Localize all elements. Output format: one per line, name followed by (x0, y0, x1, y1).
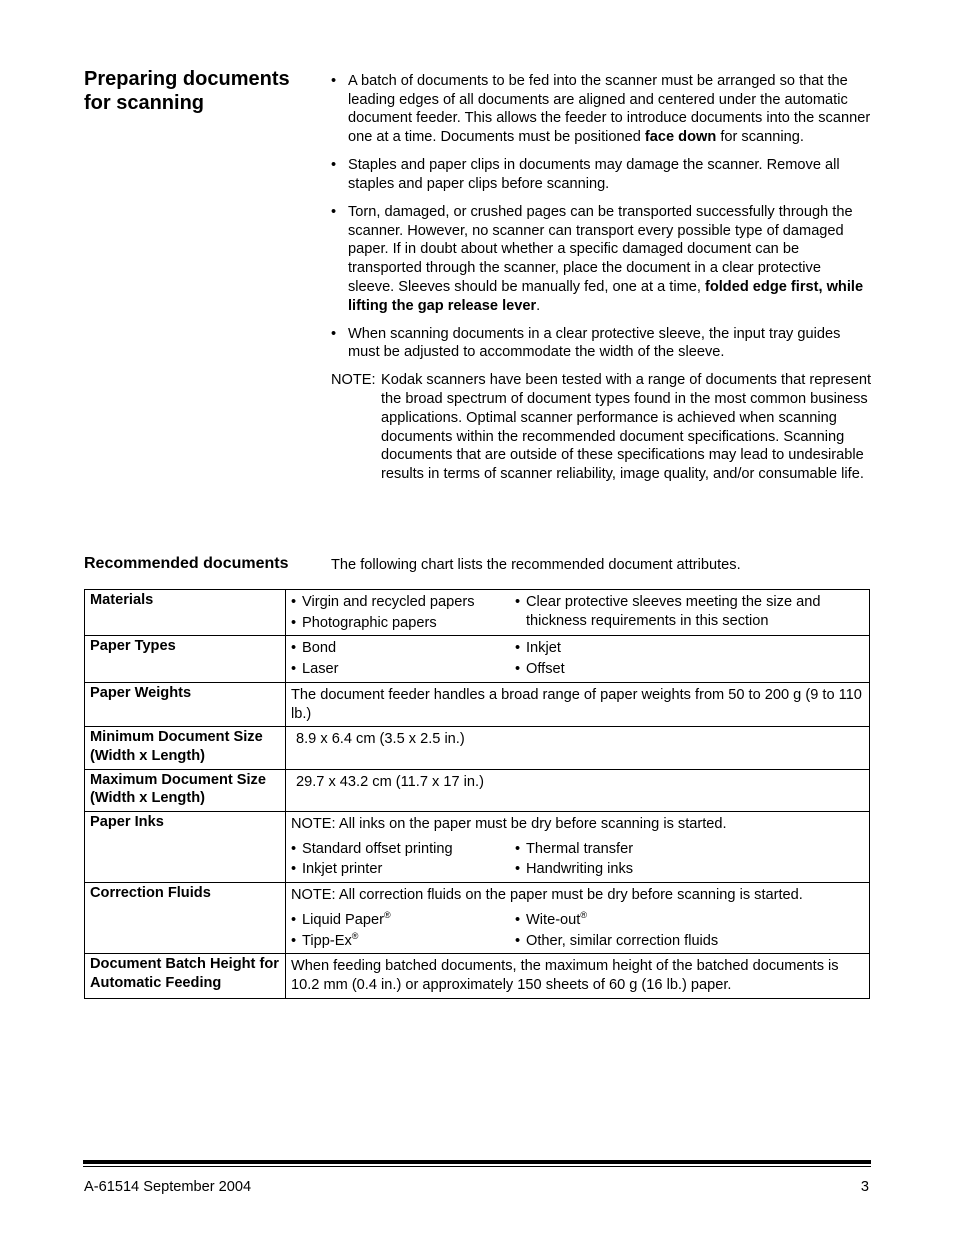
bullet-text-end: . (536, 297, 541, 314)
list-item: • Laser (291, 661, 339, 678)
list-item: • Inkjet printer (291, 861, 383, 878)
list-item: • Clear protective sleeves meeting the size and thickness requirements in this section (515, 594, 821, 629)
footer-rule-thin (83, 1166, 871, 1167)
row-content: When feeding batched documents, the maximum height of the batched documents is 10.2 mm (0.4 in.) or approximately 150 sheets of 60 g (16 lb.) paper. (286, 954, 870, 998)
row-content (286, 883, 870, 954)
row-label: Document Batch Height for Automatic Feeding (85, 954, 286, 998)
row-label: Paper Inks (85, 812, 286, 883)
list-item: • Other, similar correction fluids (515, 932, 719, 949)
registered-mark: ® (580, 909, 587, 920)
recommended-title: Recommended documents (84, 555, 289, 572)
row-content: 29.7 x 43.2 cm (11.7 x 17 in.) (286, 769, 870, 811)
table-row-materials (85, 590, 870, 636)
row-content: The document feeder handles a broad range of paper weights from 50 to 200 g (9 to 110 lb.) (286, 682, 870, 726)
bullet-marker: • (331, 157, 337, 174)
bullet-text: Torn, damaged, or crushed pages can be transported successfully through the scanner. However, no scanner can transport every possible type of damaged paper. If in doubt about whether a specific damaged document can be transported through the scanner, place the document in a clear protective sleeve. Sleeves should be manually fed, one at a time, (348, 204, 853, 295)
row-label: Materials (85, 590, 286, 636)
bullet-item (331, 325, 871, 362)
page-number: 3 (860, 1179, 869, 1195)
row-label: Maximum Document Size (Width x Length) (85, 769, 286, 811)
row-label: Minimum Document Size (Width x Length) (85, 727, 286, 769)
section-title: Preparing documents for scanning (84, 68, 290, 114)
list-item: • Wite-out® (515, 909, 587, 928)
list-item: • Liquid Paper® (291, 909, 391, 928)
bullet-marker: • (331, 73, 337, 89)
table-row-paper-weights (85, 682, 870, 726)
list-item: • Standard offset printing (291, 840, 453, 857)
bullet-text: When scanning documents in a clear protective sleeve, the input tray guides must be adjusted to accommodate the width of the sleeve. (348, 325, 841, 361)
list-item: • Inkjet (515, 640, 561, 657)
row-content (286, 590, 870, 636)
row-content: 8.9 x 6.4 cm (3.5 x 2.5 in.) (286, 727, 870, 769)
list-item: • Photographic papers (291, 614, 437, 631)
list-item: • Tipp-Ex® (291, 930, 359, 949)
list-item: • Offset (515, 661, 565, 678)
note-label: NOTE: (331, 372, 376, 389)
row-label: Paper Weights (85, 682, 286, 726)
bullet-bold-text: face down (644, 129, 717, 146)
recommended-intro: The following chart lists the recommended document attributes. (331, 557, 741, 573)
row-content (286, 636, 870, 682)
footer-doc-id: A-61514 September 2004 (84, 1179, 252, 1195)
table-row-correction-fluids (85, 883, 870, 954)
table-row-max-size (85, 769, 870, 811)
bullet-text: A batch of documents to be fed into the scanner must be arranged so that the leading edges of all documents are aligned and centered under the automatic document feeder. This allows the feeder to introduce documents into the scanner one at a time. Documents must be positioned (348, 73, 871, 146)
spec-table (84, 589, 870, 999)
bullet-item (331, 156, 871, 193)
list-item: • Virgin and recycled papers (291, 594, 475, 610)
row-note: NOTE: All inks on the paper must be dry before scanning is started. (291, 816, 727, 833)
list-item: • Thermal transfer (515, 840, 634, 857)
row-label: Paper Types (85, 636, 286, 682)
table-row-paper-inks (85, 812, 870, 883)
list-item: • Bond (291, 640, 337, 657)
table-row-paper-types (85, 636, 870, 682)
bullet-list (331, 72, 871, 484)
bullet-text-end: for scanning. (716, 129, 804, 146)
registered-mark: ® (351, 930, 359, 941)
row-label: Correction Fluids (85, 883, 286, 954)
bullet-bold-text: folded edge first, while lifting the gap release lever (348, 278, 864, 314)
bullet-marker: • (331, 325, 337, 342)
note-text: Kodak scanners have been tested with a range of documents that represent the broad spectrum of document types found in the most common business applications. Optimal scanner performance is achieved when scanning documents within the recommended document specifications. Scanning documents that are outside of these specifications may lead to undesirable results in terms of scanner reliability, image quality, and/or consumable life. (381, 372, 872, 482)
bullet-item (331, 203, 871, 315)
bullet-text: Staples and paper clips in documents may damage the scanner. Remove all staples and paper clips before scanning. (348, 157, 840, 192)
list-item: • Handwriting inks (515, 861, 634, 878)
row-note: NOTE: All correction fluids on the paper must be dry before scanning is started. (291, 887, 803, 904)
footer-rule (83, 1160, 871, 1164)
table-row-batch-height (85, 954, 870, 998)
registered-mark: ® (383, 909, 391, 920)
row-content (286, 812, 870, 883)
bullet-marker: • (331, 204, 337, 220)
note-block (331, 371, 871, 483)
table-row-min-size (85, 727, 870, 769)
bullet-item (331, 72, 871, 147)
